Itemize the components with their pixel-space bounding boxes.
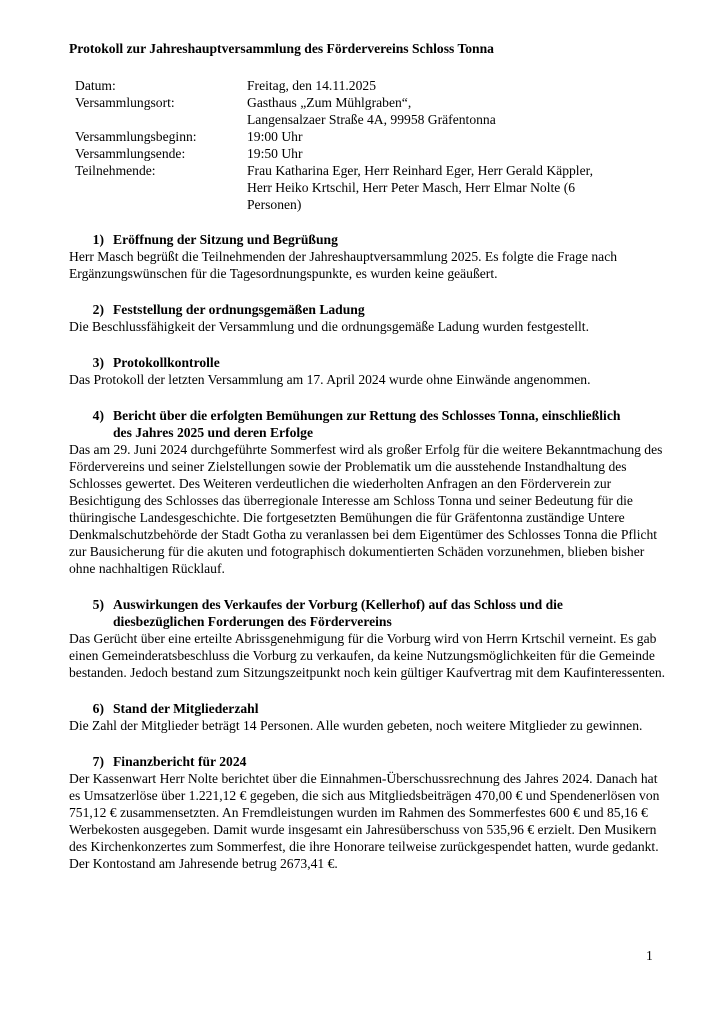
section-heading [69,700,669,717]
section-5 [69,596,669,681]
section-heading [69,301,669,318]
meta-value: Freitag, den 14.11.2025 [247,78,376,93]
meta-row-beginn [75,128,602,145]
section-body: Das Protokoll der letzten Versammlung am 17. April 2024 wurde ohne Einwände angenommen. [69,372,591,387]
section-body: Die Beschlussfähigkeit der Versammlung und die ordnungsgemäße Ladung wurden festgestellt. [69,319,589,334]
meta-value: Frau Katharina Eger, Herr Reinhard Eger, Herr Gerald Käppler, Herr Heiko Krtschil, Herr Peter Masch, Herr Elmar Nolte (6 Personen) [247,163,593,212]
section-number: 3) [92,355,104,370]
meta-table [75,77,602,213]
section-heading [69,407,669,441]
document-page [69,40,669,872]
section-body: Die Zahl der Mitglieder beträgt 14 Personen. Alle wurden gebeten, noch weitere Mitglieder zu gewinnen. [69,718,643,733]
section-title: Protokollkontrolle [113,355,220,370]
section-number: 6) [92,701,104,716]
section-body: Das am 29. Juni 2024 durchgeführte Sommerfest wird als großer Erfolg für die weitere Bekanntmachung des Fördervereins und seiner Zielstellungen sowie der Problematik um die ausstehende Instandhaltung des Schlosses gewertet. Des Weiteren verdeutlichen die wiederholten Anfragen an den Förderverein zur Besichtigung des Schlosses das überregionale Interesse am Schloss Tonna und seiner Bedeutung für die thüringische Landesgeschichte. Die fortgesetzten Bemühungen die für Gräfentonna zuständige Untere Denkmalschutzbehörde der Stadt Gotha zu veranlassen bei dem Eigentümer des Schlosses Tonna die Pflicht zur Bausicherung für die akuten und fotographisch dokumentierten Schäden vorzunehmen, blieben bisher ohne nachhaltigen Rücklauf. [69,442,663,576]
meta-label: Versammlungsbeginn: [75,129,197,144]
meta-row-ende [75,145,602,162]
section-title: Stand der Mitgliederzahl [113,701,259,716]
section-number: 7) [92,754,104,769]
section-heading [69,596,669,630]
page-number: 1 [646,948,653,963]
meta-row-teilnehmende [75,162,602,213]
meta-label: Teilnehmende: [75,163,156,178]
section-6 [69,700,669,734]
section-4 [69,407,669,577]
section-number: 5) [92,597,104,612]
meta-value-line: Langensalzaer Straße 4A, 99958 Gräfentonna [247,112,496,127]
meta-value: 19:50 Uhr [247,146,303,161]
section-3 [69,354,669,388]
meta-label: Versammlungsende: [75,146,186,161]
meta-row-datum [75,77,602,94]
meta-label: Datum: [75,78,116,93]
section-number: 4) [92,408,104,423]
document-title: Protokoll zur Jahreshauptversammlung des Fördervereins Schloss Tonna [69,41,494,56]
section-title: Auswirkungen des Verkaufes der Vorburg (Kellerhof) auf das Schloss und die diesbezüglichen Forderungen des Fördervereins [113,597,563,629]
section-title: Bericht über die erfolgten Bemühungen zur Rettung des Schlosses Tonna, einschließlich des Jahres 2025 und deren Erfolge [113,408,621,440]
section-heading [69,354,669,371]
meta-label: Versammlungsort: [75,95,175,110]
meta-value: 19:00 Uhr [247,129,303,144]
meta-value [247,94,602,128]
section-title: Finanzbericht für 2024 [113,754,247,769]
meta-row-ort [75,94,602,128]
section-2 [69,301,669,335]
section-body: Der Kassenwart Herr Nolte berichtet über die Einnahmen-Überschussrechnung des Jahres 2024. Danach hat es Umsatzerlöse über 1.221,12 € gegeben, die sich aus Mitgliedsbeiträgen 470,00 € und Spendenerlösen von 751,12 € zusammensetzten. An Fremdleistungen wurden im Rahmen des Sommerfestes 600 € und 85,16 € Werbekosten ausgegeben. Damit wurde insgesamt ein Jahresüberschuss von 535,96 € erzielt. Den Musikern des Kirchenkonzertes zum Sommerfest, die ihre Honorare teilweise zurückgespendet hatten, wurde gedankt. Der Kontostand am Jahresende betrug 2673,41 €. [69,771,660,871]
section-7 [69,753,669,872]
section-heading [69,753,669,770]
section-title: Eröffnung der Sitzung und Begrüßung [113,232,338,247]
section-1 [69,231,669,282]
section-number: 2) [92,302,104,317]
section-body: Herr Masch begrüßt die Teilnehmenden der Jahreshauptversammlung 2025. Es folgte die Frage nach Ergänzungswünschen für die Tagesordnungspunkte, es wurden keine geäußert. [69,249,618,281]
meta-value-line: Gasthaus „Zum Mühlgraben“, [247,95,412,110]
section-title: Feststellung der ordnungsgemäßen Ladung [113,302,365,317]
section-number: 1) [92,232,104,247]
section-body: Das Gerücht über eine erteilte Abrissgenehmigung für die Vorburg wird von Herrn Krtschil verneint. Es gab einen Gemeinderatsbeschluss die Vorburg zu verkaufen, da keine Nutzungsmöglichkeiten für die Gemeinde bestanden. Jedoch bestand zum Sitzungszeitpunkt noch kein gültiger Kaufvertrag mit dem Kaufinteressenten. [69,631,666,680]
section-heading [69,231,669,248]
